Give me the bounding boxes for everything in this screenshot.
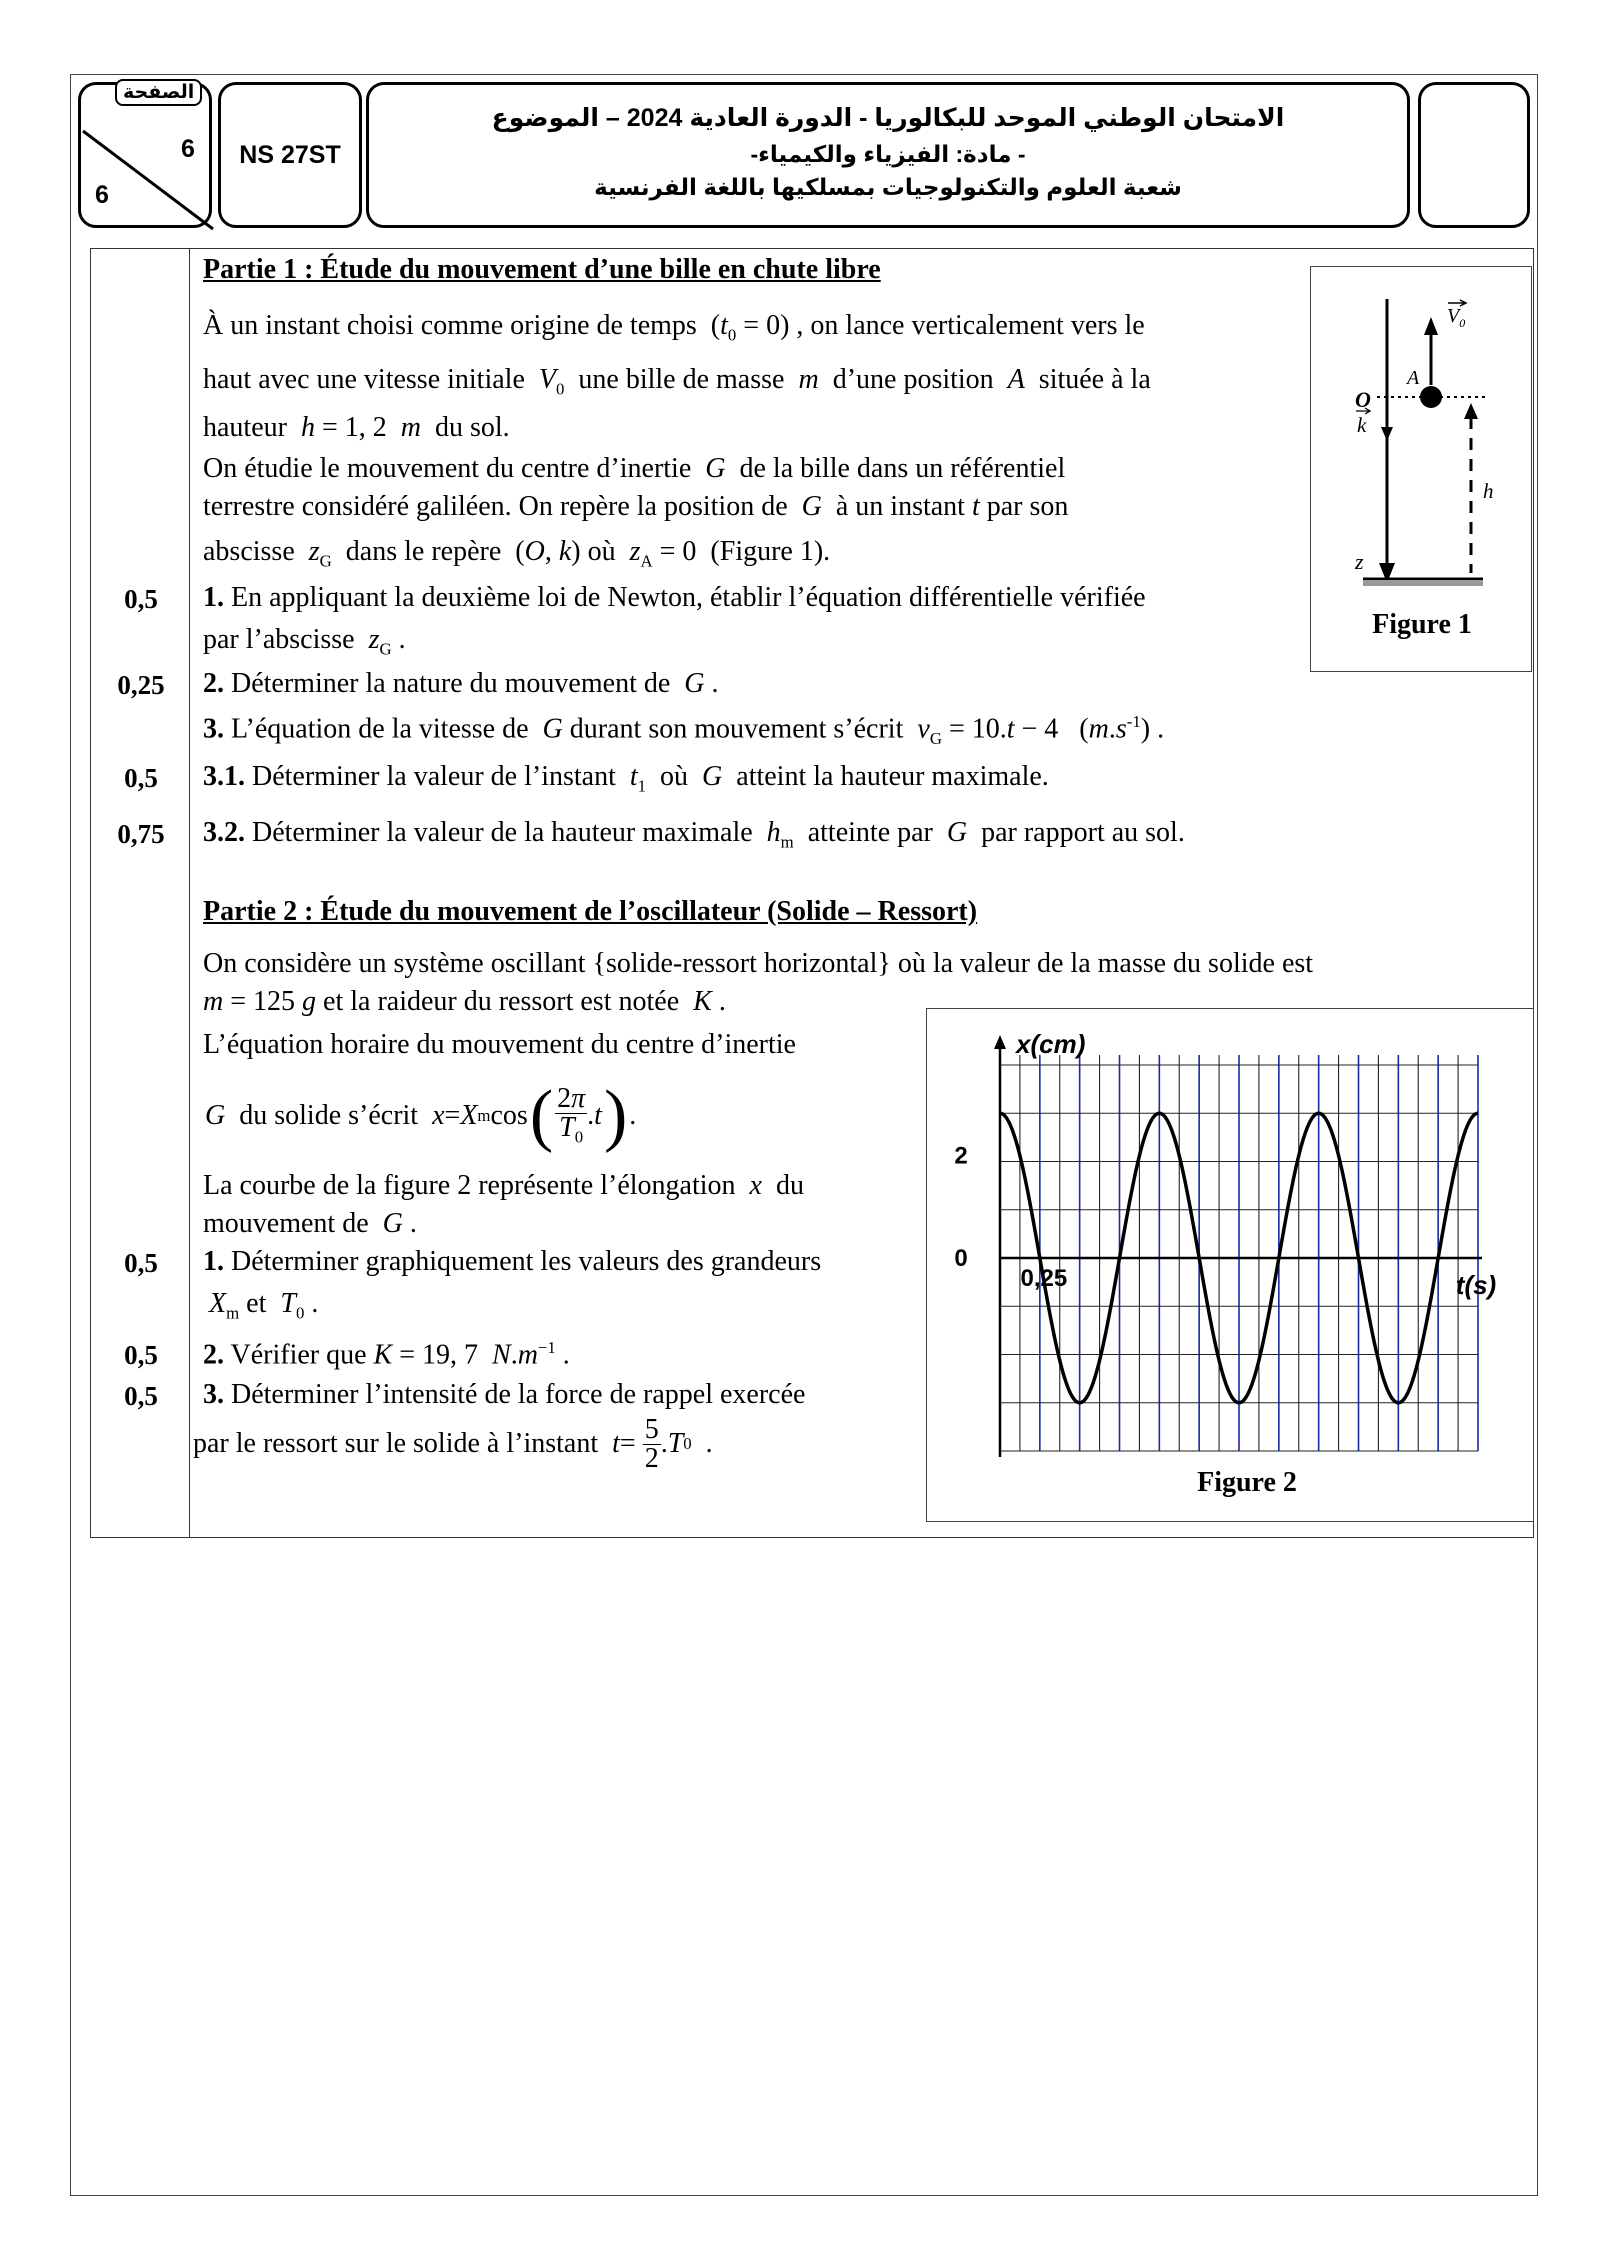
p1-line2: haut avec une vitesse initiale $V_0$ une bille de masse m d’une position A située à la: [203, 364, 1151, 399]
p2-q2-number: 2.: [203, 1339, 224, 1371]
figure1-label-h: h: [1483, 479, 1494, 503]
y-tick-label: 2: [954, 1142, 968, 1170]
k-arrow-symbol: [1355, 407, 1373, 415]
p2-line2: m = 125 g et la raideur du ressort est notée K .: [203, 986, 726, 1017]
p1-q32-number: 3.2.: [203, 817, 245, 848]
page-total: 6: [95, 181, 109, 209]
figure1-label-k: k: [1357, 413, 1367, 437]
p1-line1: À un instant choisi comme origine de temps $(t_0 = 0)$ , on lance verticalement vers le: [203, 310, 1145, 345]
ground-hatch: [1363, 580, 1483, 586]
p1-line5: terrestre considéré galiléen. On repère la position de G à un instant t par son: [203, 491, 1069, 522]
p2-line4: G du solide s’écrit x = X m cos ( $\frac{2\pi}{T_0}$ . t ) .: [205, 1077, 637, 1154]
p1-q31-number: 3.1.: [203, 761, 245, 792]
figure1-label-v0: $V_0$: [1447, 305, 1466, 330]
figure2-caption: Figure 2: [1197, 1467, 1297, 1498]
points-column-separator: [189, 248, 190, 1538]
p1-q2-line: 2. Déterminer la nature du mouvement de G .: [203, 668, 719, 699]
y-axis-arrowhead: [994, 1035, 1006, 1049]
partie2-title: Partie 2 : Étude du mouvement de l’oscillateur (Solide – Ressort): [203, 896, 978, 927]
ball: [1420, 386, 1442, 408]
points-p1-q1: 0,5: [124, 584, 158, 614]
points-p2-q3: 0,5: [124, 1381, 158, 1411]
points-p2-q2: 0,5: [124, 1340, 158, 1370]
p1-q1-line2: par l’abscisse $z_G$ .: [203, 624, 406, 659]
figure2-chart: [927, 1009, 1535, 1523]
figure1-label-O: O: [1355, 387, 1371, 412]
p1-q1-number: 1.: [203, 582, 224, 613]
v0-arrow-symbol: [1446, 299, 1470, 307]
p1-q2-number: 2.: [203, 668, 224, 699]
points-p1-q32: 0,75: [117, 819, 165, 849]
p1-q1-text: En appliquant la deuxième loi de Newton, établir l’équation différentielle vérifiée: [231, 582, 1146, 613]
p2-q3-line2: par le ressort sur le solide à l’instant t = $\frac{5}{2}$ . T 0 .: [193, 1413, 713, 1474]
p2-line5: La courbe de la figure 2 représente l’élongation x du: [203, 1170, 804, 1201]
figure1-caption: Figure 1: [1372, 609, 1472, 640]
p2-line1: On considère un système oscillant {solide-ressort horizontal} où la valeur de la masse du solide est: [203, 948, 1314, 979]
p2-q1-text: Déterminer graphiquement les valeurs des grandeurs: [231, 1246, 822, 1277]
x-axis-label: t(s): [1455, 1270, 1497, 1300]
exam-title-line3: شعبة العلوم والتكنولوجيات بمسلكيها باللغة الفرنسية: [594, 174, 1182, 200]
p1-q31-line: 3.1. Déterminer la valeur de l’instant $t_1$ où G atteint la hauteur maximale.: [203, 761, 1049, 796]
p1-q3-number: 3.: [203, 713, 224, 745]
x-tick-label: 0,25: [1020, 1265, 1068, 1292]
exam-title-line2: - مادة: الفيزياء والكيمياء-: [750, 141, 1026, 167]
p2-q3-number: 3.: [203, 1379, 224, 1410]
y-axis-label: x(cm): [1016, 1029, 1086, 1059]
figure2-box: [926, 1008, 1534, 1522]
figure1-label-A: A: [1407, 367, 1420, 389]
p2-line6: mouvement de G .: [203, 1208, 417, 1239]
p2-q1-line1: [203, 1248, 821, 1276]
p1-q1-line1: [203, 584, 1146, 612]
p2-line3: L’équation horaire du mouvement du centre d’inertie: [203, 1029, 796, 1060]
figure1-box: [1310, 266, 1532, 672]
page-current: 6: [181, 135, 195, 163]
header-empty-box: [1418, 82, 1530, 228]
p2-q1-number: 1.: [203, 1246, 224, 1277]
p1-line4: On étudie le mouvement du centre d’inertie G de la bille dans un référentiel: [203, 453, 1066, 484]
partie1-title: Partie 1 : Étude du mouvement d’une bille en chute libre: [203, 254, 881, 285]
p2-q3-text: Déterminer l’intensité de la force de rappel exercée: [231, 1379, 806, 1410]
points-p1-q2: 0,25: [117, 670, 165, 700]
p1-q3-line: 3. L’équation de la vitesse de G durant son mouvement s’écrit $v_G = 10.t - 4$ $(m.s^{-1})$ .: [203, 712, 1165, 748]
points-p1-q31: 0,5: [124, 763, 158, 793]
exam-title-box: [366, 82, 1410, 228]
p2-q1-line2: $X_m$ et $T_0$ .: [209, 1288, 319, 1323]
p1-q32-line: 3.2. Déterminer la valeur de la hauteur maximale $h_m$ atteinte par G par rapport au sol.: [203, 817, 1185, 852]
page-label: الصفحة: [115, 79, 202, 106]
p2-q3-line1: [203, 1381, 805, 1409]
points-p2-q1: 0,5: [124, 1248, 158, 1278]
p2-q2-line: 2. Vérifier que K = 19, 7 $N.m^{-1}$ .: [203, 1338, 570, 1371]
page-number-box: [78, 82, 212, 228]
exam-title-line1: الامتحان الوطني الموحد للبكالوريا - الدورة العادية 2024 – الموضوع: [491, 104, 1285, 132]
figure1-label-z: z: [1355, 549, 1364, 574]
p1-line3: hauteur h = 1, 2 m du sol.: [203, 412, 510, 443]
y-tick-label: 0: [954, 1245, 968, 1272]
p1-line6: abscisse $z_G$ dans le repère (O, k) où $z_A = 0$ (Figure 1).: [203, 536, 831, 571]
exam-code: NS 27ST: [218, 82, 362, 228]
